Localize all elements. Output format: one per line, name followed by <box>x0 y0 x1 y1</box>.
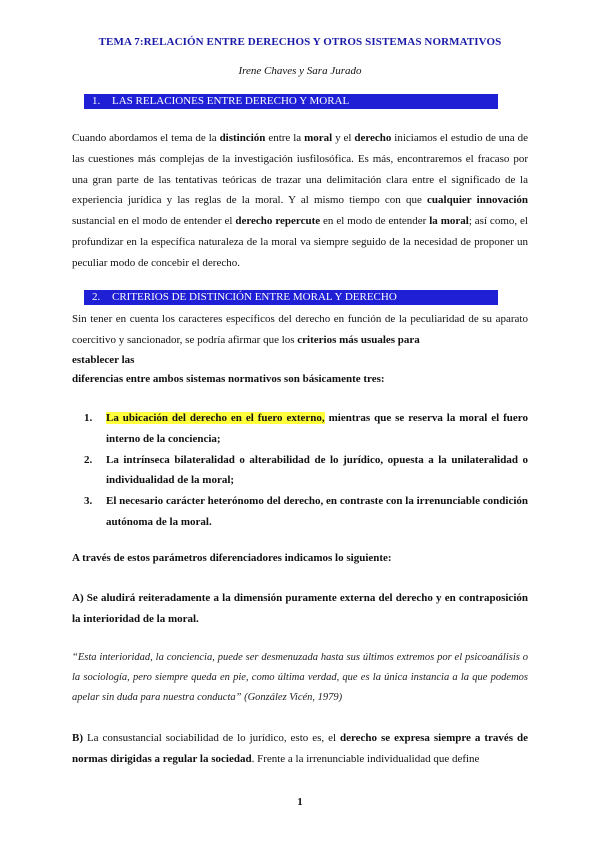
bold-term: criterios más usuales para <box>297 333 420 346</box>
page-number: 1 <box>297 796 303 808</box>
document-title: TEMA 7:RELACIÓN ENTRE DERECHOS Y OTROS SISTEMAS NORMATIVOS <box>98 36 502 48</box>
bold-term: la moral <box>429 215 469 228</box>
bold-term: derecho <box>354 132 392 144</box>
parameters-intro: A través de estos parámetros diferenciadores indicamos lo siguiente: <box>72 552 392 564</box>
section-heading-1 <box>84 94 498 109</box>
highlighted-text: La ubicación del derecho en el fuero externo, <box>106 412 325 424</box>
list-number: 2. <box>84 453 93 466</box>
point-b <box>72 728 528 769</box>
criteria-item <box>84 491 528 533</box>
criteria-list <box>84 408 528 533</box>
section-title: CRITERIOS DE DISTINCIÓN ENTRE MORAL Y DERECHO <box>112 291 397 303</box>
text-run: sustancial en el modo de entender el <box>72 215 236 228</box>
text-run: ; así como, el profundizar en la específica naturaleza de la moral va siempre seguido de la necesidad de proponer un peculiar modo de concebir el derecho. <box>72 215 528 269</box>
section-heading-2 <box>84 290 498 305</box>
section1-paragraph <box>72 128 528 274</box>
criteria-item <box>84 408 528 450</box>
quote-block: “Esta interioridad, la conciencia, puede ser desmenuzada hasta sus últimos extremos por el psicoanálisis o la sociología, pero siempre queda en pie, como última verdad, que es la única instancia a la que podemos apelar sin duda para nuestra conducta” (González Vicén, 1979) <box>72 652 528 703</box>
list-number: 3. <box>84 495 93 508</box>
bold-term: moral <box>304 132 333 144</box>
text-run: iniciamos el estudio de una de las cuestiones más complejas de la investigación iusfilosófica. Es más, encontraremos el fracaso por una gran parte de las tentativas teóricas de trazar una delimitación clara entre el significado de la experiencia jurídica y las reglas de la moral. Y al mismo tiempo con que <box>72 132 528 207</box>
section-number: 1. <box>92 95 101 107</box>
list-number: 1. <box>84 412 93 424</box>
section2-intro <box>72 309 528 350</box>
bold-term: establecer las <box>72 354 135 366</box>
text-run: La consustancial sociabilidad de lo jurídico, esto es, el <box>83 732 340 744</box>
section-number: 2. <box>92 291 101 303</box>
section2-intro-line <box>72 369 528 390</box>
bold-term: cualquier innovación <box>427 194 529 207</box>
text-run: La intrínseca bilateralidad o alterabilidad de lo jurídico, opuesta a la unilateralidad o individualidad de la moral; <box>106 453 528 487</box>
criteria-item <box>84 450 528 492</box>
bold-term: distinción <box>219 132 266 144</box>
point-a: A) Se aludirá reiteradamente a la dimensión puramente externa del derecho y en contraposición la interioridad de la moral. <box>72 592 528 625</box>
text-run: en el modo de entender <box>320 215 430 228</box>
bold-term: B) <box>72 732 83 744</box>
bold-term: derecho repercute <box>235 215 321 228</box>
text-run: y el <box>332 132 355 144</box>
text-run: Sin tener en cuenta los caracteres específicos del derecho en función de la peculiaridad de su aparato coercitivo y sancionador, se podría afirmar que los <box>72 313 528 346</box>
text-run: mientras que se reserva la moral el fuero interno de la conciencia; <box>106 412 528 445</box>
bold-term: derecho se expresa siempre a través de normas dirigidas a regular la sociedad <box>72 732 528 765</box>
section2-intro-line <box>72 350 528 371</box>
text-run: El necesario carácter heterónomo del derecho, en contraste con la irrenunciable condición autónoma de la moral. <box>106 495 528 528</box>
section-title: LAS RELACIONES ENTRE DERECHO Y MORAL <box>112 95 350 107</box>
text-run: . Frente a la irrenunciable individualidad que define <box>251 752 480 765</box>
text-run: Cuando abordamos el tema de la <box>72 132 220 144</box>
document-authors: Irene Chaves y Sara Jurado <box>238 65 362 77</box>
text-run: entre la <box>265 132 305 144</box>
bold-term: diferencias entre ambos sistemas normativos son básicamente tres: <box>72 373 385 385</box>
